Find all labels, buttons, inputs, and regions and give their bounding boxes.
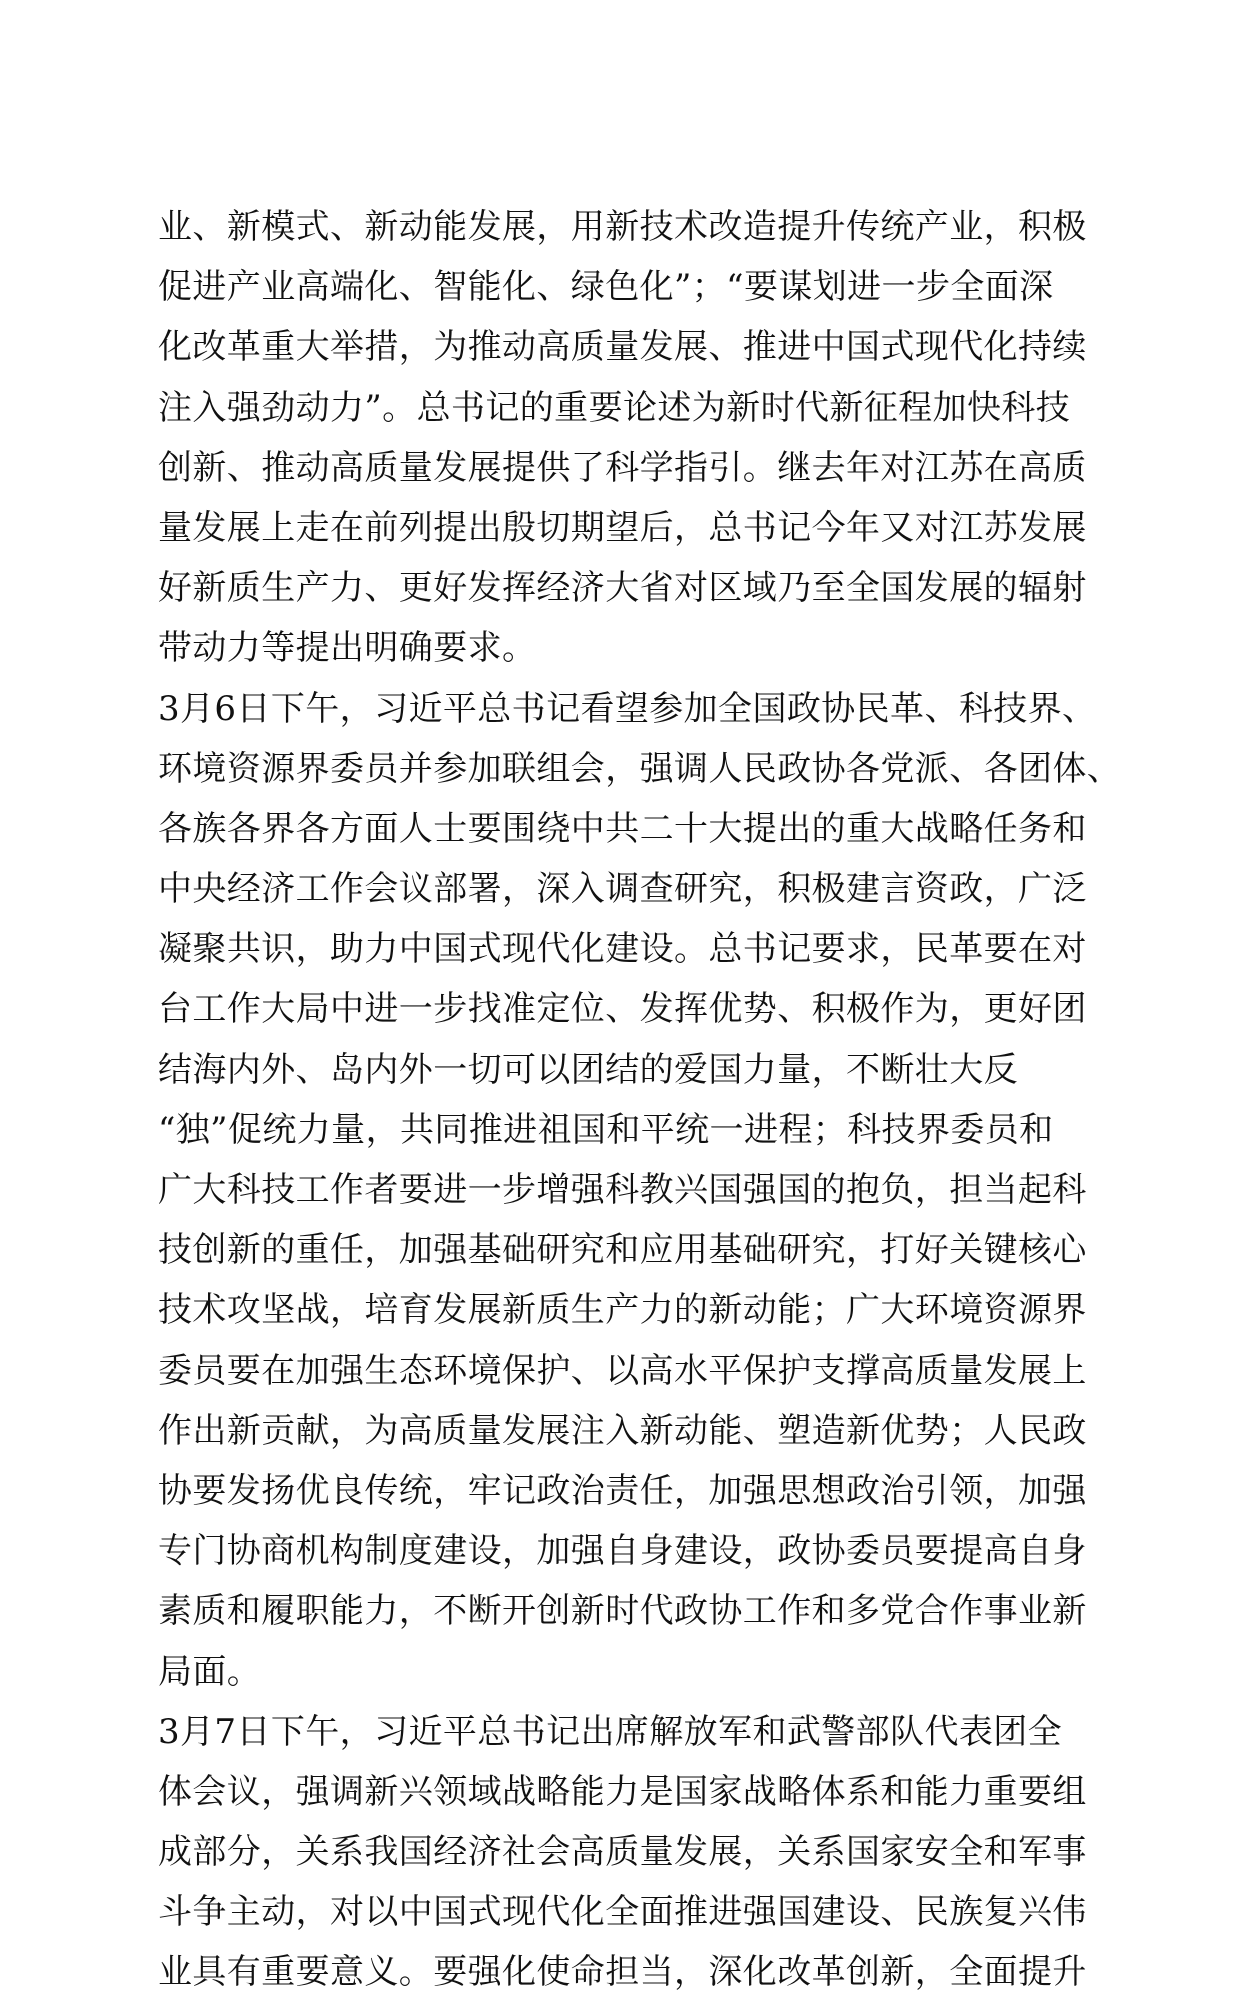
text-line: 量发展上走在前列提出殷切期望后，总书记今年又对江苏发展 bbox=[158, 507, 1087, 548]
text-line: 带动力等提出明确要求。 bbox=[158, 628, 537, 669]
text-line: 好新质生产力、更好发挥经济大省对区域乃至全国发展的辐射 bbox=[158, 568, 1087, 609]
text-line: 体会议，强调新兴领域战略能力是国家战略体系和能力重要组 bbox=[158, 1771, 1087, 1812]
text-line: 3月7日下午，习近平总书记出席解放军和武警部队代表团全 bbox=[158, 1711, 1063, 1752]
text-line: 技创新的重任，加强基础研究和应用基础研究，打好关键核心 bbox=[158, 1230, 1087, 1271]
text-line: 作出新贡献，为高质量发展注入新动能、塑造新优势；人民政 bbox=[158, 1410, 1087, 1451]
text-line: “独”促统力量，共同推进祖国和平统一进程；科技界委员和 bbox=[158, 1109, 1054, 1150]
text-line: 素质和履职能力，不断开创新时代政协工作和多党合作事业新 bbox=[158, 1591, 1087, 1632]
text-line: 广大科技工作者要进一步增强科教兴国强国的抱负，担当起科 bbox=[158, 1170, 1087, 1210]
text-line: 3月6日下午，习近平总书记看望参加全国政协民革、科技界、 bbox=[158, 688, 1097, 729]
text-line: 注入强劲动力”。总书记的重要论述为新时代新征程加快科技 bbox=[158, 387, 1071, 428]
text-line: 环境资源界委员并参加联组会，强调人民政协各党派、各团体、 bbox=[158, 748, 1122, 789]
text-line: 技术攻坚战，培育发展新质生产力的新动能；广大环境资源界 bbox=[158, 1290, 1087, 1331]
text-line: 促进产业高端化、智能化、绿色化”；“要谋划进一步全面深 bbox=[158, 267, 1054, 308]
text-line: 协要发扬优良传统，牢记政治责任，加强思想政治引领，加强 bbox=[158, 1470, 1087, 1511]
document-body bbox=[158, 203, 1122, 1997]
text-line: 成部分，关系我国经济社会高质量发展，关系国家安全和军事 bbox=[158, 1832, 1087, 1873]
text-line: 创新、推动高质量发展提供了科学指引。继去年对江苏在高质 bbox=[158, 447, 1087, 488]
text-line: 局面。 bbox=[158, 1651, 262, 1692]
text-line: 委员要在加强生态环境保护、以高水平保护支撑高质量发展上 bbox=[158, 1350, 1087, 1391]
text-line: 结海内外、岛内外一切可以团结的爱国力量，不断壮大反 bbox=[158, 1049, 1018, 1090]
text-line: 专门协商机构制度建设，加强自身建设，政协委员要提高自身 bbox=[158, 1531, 1087, 1572]
text-line: 斗争主动，对以中国式现代化全面推进强国建设、民族复兴伟 bbox=[158, 1892, 1087, 1933]
text-line: 凝聚共识，助力中国式现代化建设。总书记要求，民革要在对 bbox=[158, 929, 1087, 970]
text-line: 中央经济工作会议部署，深入调查研究，积极建言资政，广泛 bbox=[158, 869, 1087, 910]
text-line: 台工作大局中进一步找准定位、发挥优势、积极作为，更好团 bbox=[158, 989, 1087, 1030]
text-line: 业、新模式、新动能发展，用新技术改造提升传统产业，积极 bbox=[158, 207, 1087, 247]
text-line: 业具有重要意义。要强化使命担当，深化改革创新，全面提升 bbox=[158, 1952, 1087, 1993]
text-line: 化改革重大举措，为推动高质量发展、推进中国式现代化持续 bbox=[158, 327, 1087, 368]
text-line: 各族各界各方面人士要围绕中共二十大提出的重大战略任务和 bbox=[158, 808, 1087, 849]
